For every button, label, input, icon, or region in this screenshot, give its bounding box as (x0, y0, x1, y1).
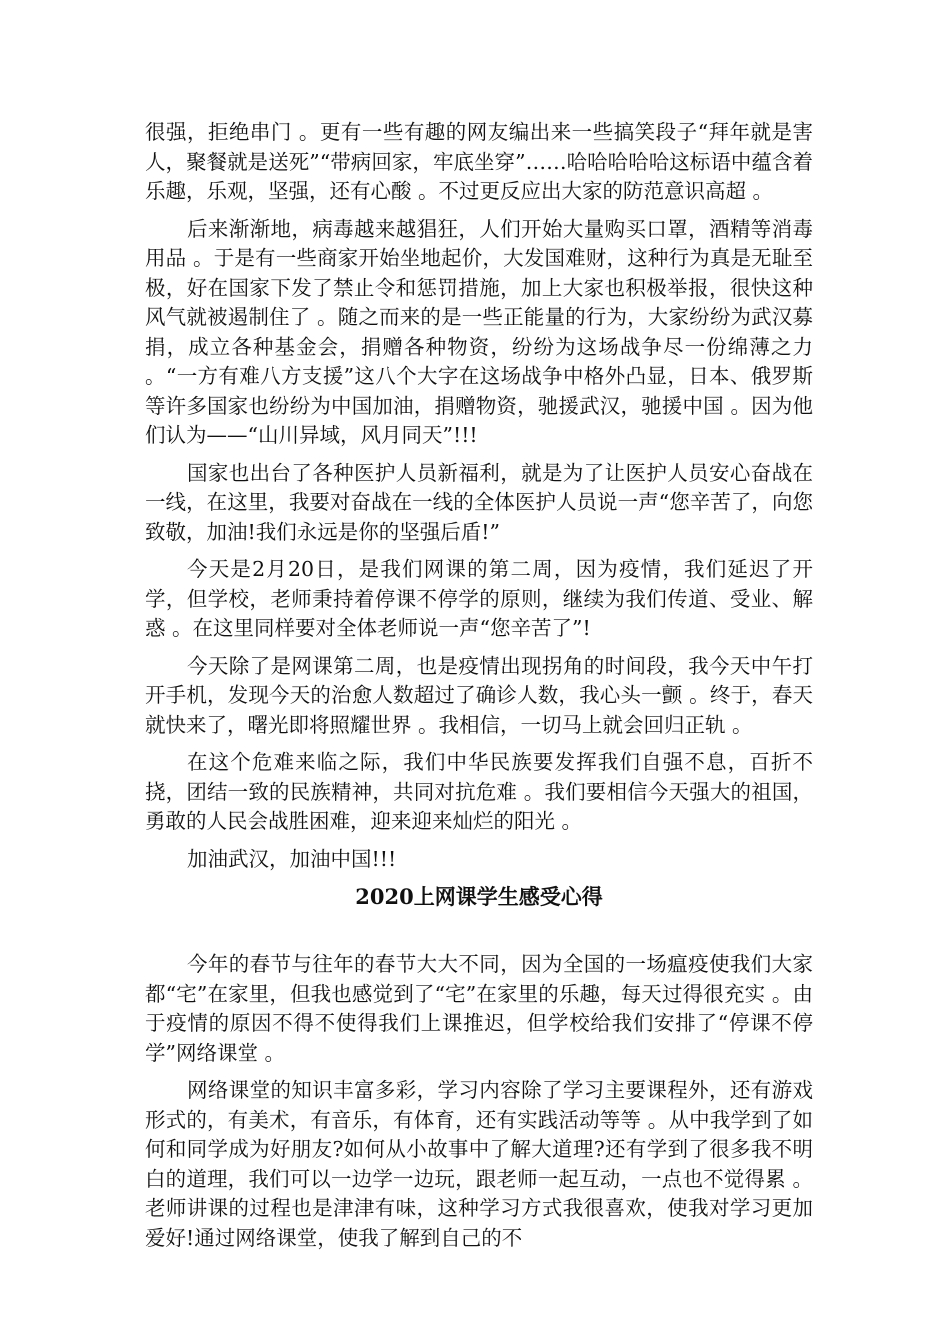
document-page (145, 118, 813, 1261)
paragraph: 国家也出台了各种医护人员新福利，就是为了让医护人员安心奋战在一线，在这里，我要对奋战在一线的全体医护人员说一声“您辛苦了，向您致敬，加油!我们永远是你的坚强后盾!” (145, 460, 813, 544)
paragraph: 在这个危难来临之际，我们中华民族要发挥我们自强不息，百折不挠，团结一致的民族精神，共同对抗危难 。我们要相信今天强大的祖国，勇敢的人民会战胜困难，迎来迎来灿烂的阳光 。 (145, 750, 813, 833)
paragraph-continued: 很强，拒绝串门 。更有一些有趣的网友编出来一些搞笑段子“拜年就是害人，聚餐就是送死”“带病回家，牢底坐穿”……哈哈哈哈哈这标语中蕴含着乐趣，乐观，坚强，还有心酸 。不过更反应出大家的防范意识高超 。 (145, 120, 813, 203)
section-title: 2020上网课学生感受心得 (355, 884, 603, 909)
paragraph: 今年的春节与往年的春节大大不同，因为全国的一场瘟疫使我们大家都“宅”在家里，但我也感觉到了“宅”在家里的乐趣，每天过得很充实 。由于疫情的原因不得不使得我们上课推迟，但学校给我们安排了“停课不停学”网络课堂 。 (145, 952, 813, 1065)
paragraph: 今天除了是网课第二周，也是疫情出现拐角的时间段，我今天中午打开手机，发现今天的治愈人数超过了确诊人数，我心头一颤 。终于，春天就快来了，曙光即将照耀世界 。我相信，一切马上就会回归正轨 。 (145, 653, 813, 737)
paragraph: 网络课堂的知识丰富多彩，学习内容除了学习主要课程外，还有游戏形式的，有美术，有音乐，有体育，还有实践活动等等 。从中我学到了如何和同学成为好朋友?如何从小故事中了解大道理?还有学到了很多我不明白的道理，我们可以一边学一边玩，跟老师一起互动，一点也不觉得累 。老师讲课的过程也是津津有味，这种学习方式我很喜欢，使我对学习更加爱好!通过网络课堂，使我了解到自己的不 (145, 1078, 813, 1250)
paragraph-closing: 加油武汉，加油中国!!! (187, 846, 397, 871)
paragraph: 今天是2月20日，是我们网课的第二周，因为疫情，我们延迟了开学，但学校，老师秉持着停课不停学的原则，继续为我们传道、受业、解惑 。在这里同样要对全体老师说一声“您辛苦了”! (145, 557, 813, 640)
paragraph: 后来渐渐地，病毒越来越猖狂，人们开始大量购买口罩，酒精等消毒用品 。于是有一些商家开始坐地起价，大发国难财，这种行为真是无耻至极，好在国家下发了禁止令和惩罚措施，加上大家也积极举报，很快这种风气就被遏制住了 。随之而来的是一些正能量的行为，大家纷纷为武汉募捐，成立各种基金会，捐赠各种物资，纷纷为这场战争尽一份绵薄之力 。“一方有难八方支援”这八个大字在这场战争中格外凸显，日本、俄罗斯等许多国家也纷纷为中国加油，捐赠物资，驰援武汉，驰援中国 。因为他们认为——“山川异域，风月同天”!!! (145, 216, 813, 447)
